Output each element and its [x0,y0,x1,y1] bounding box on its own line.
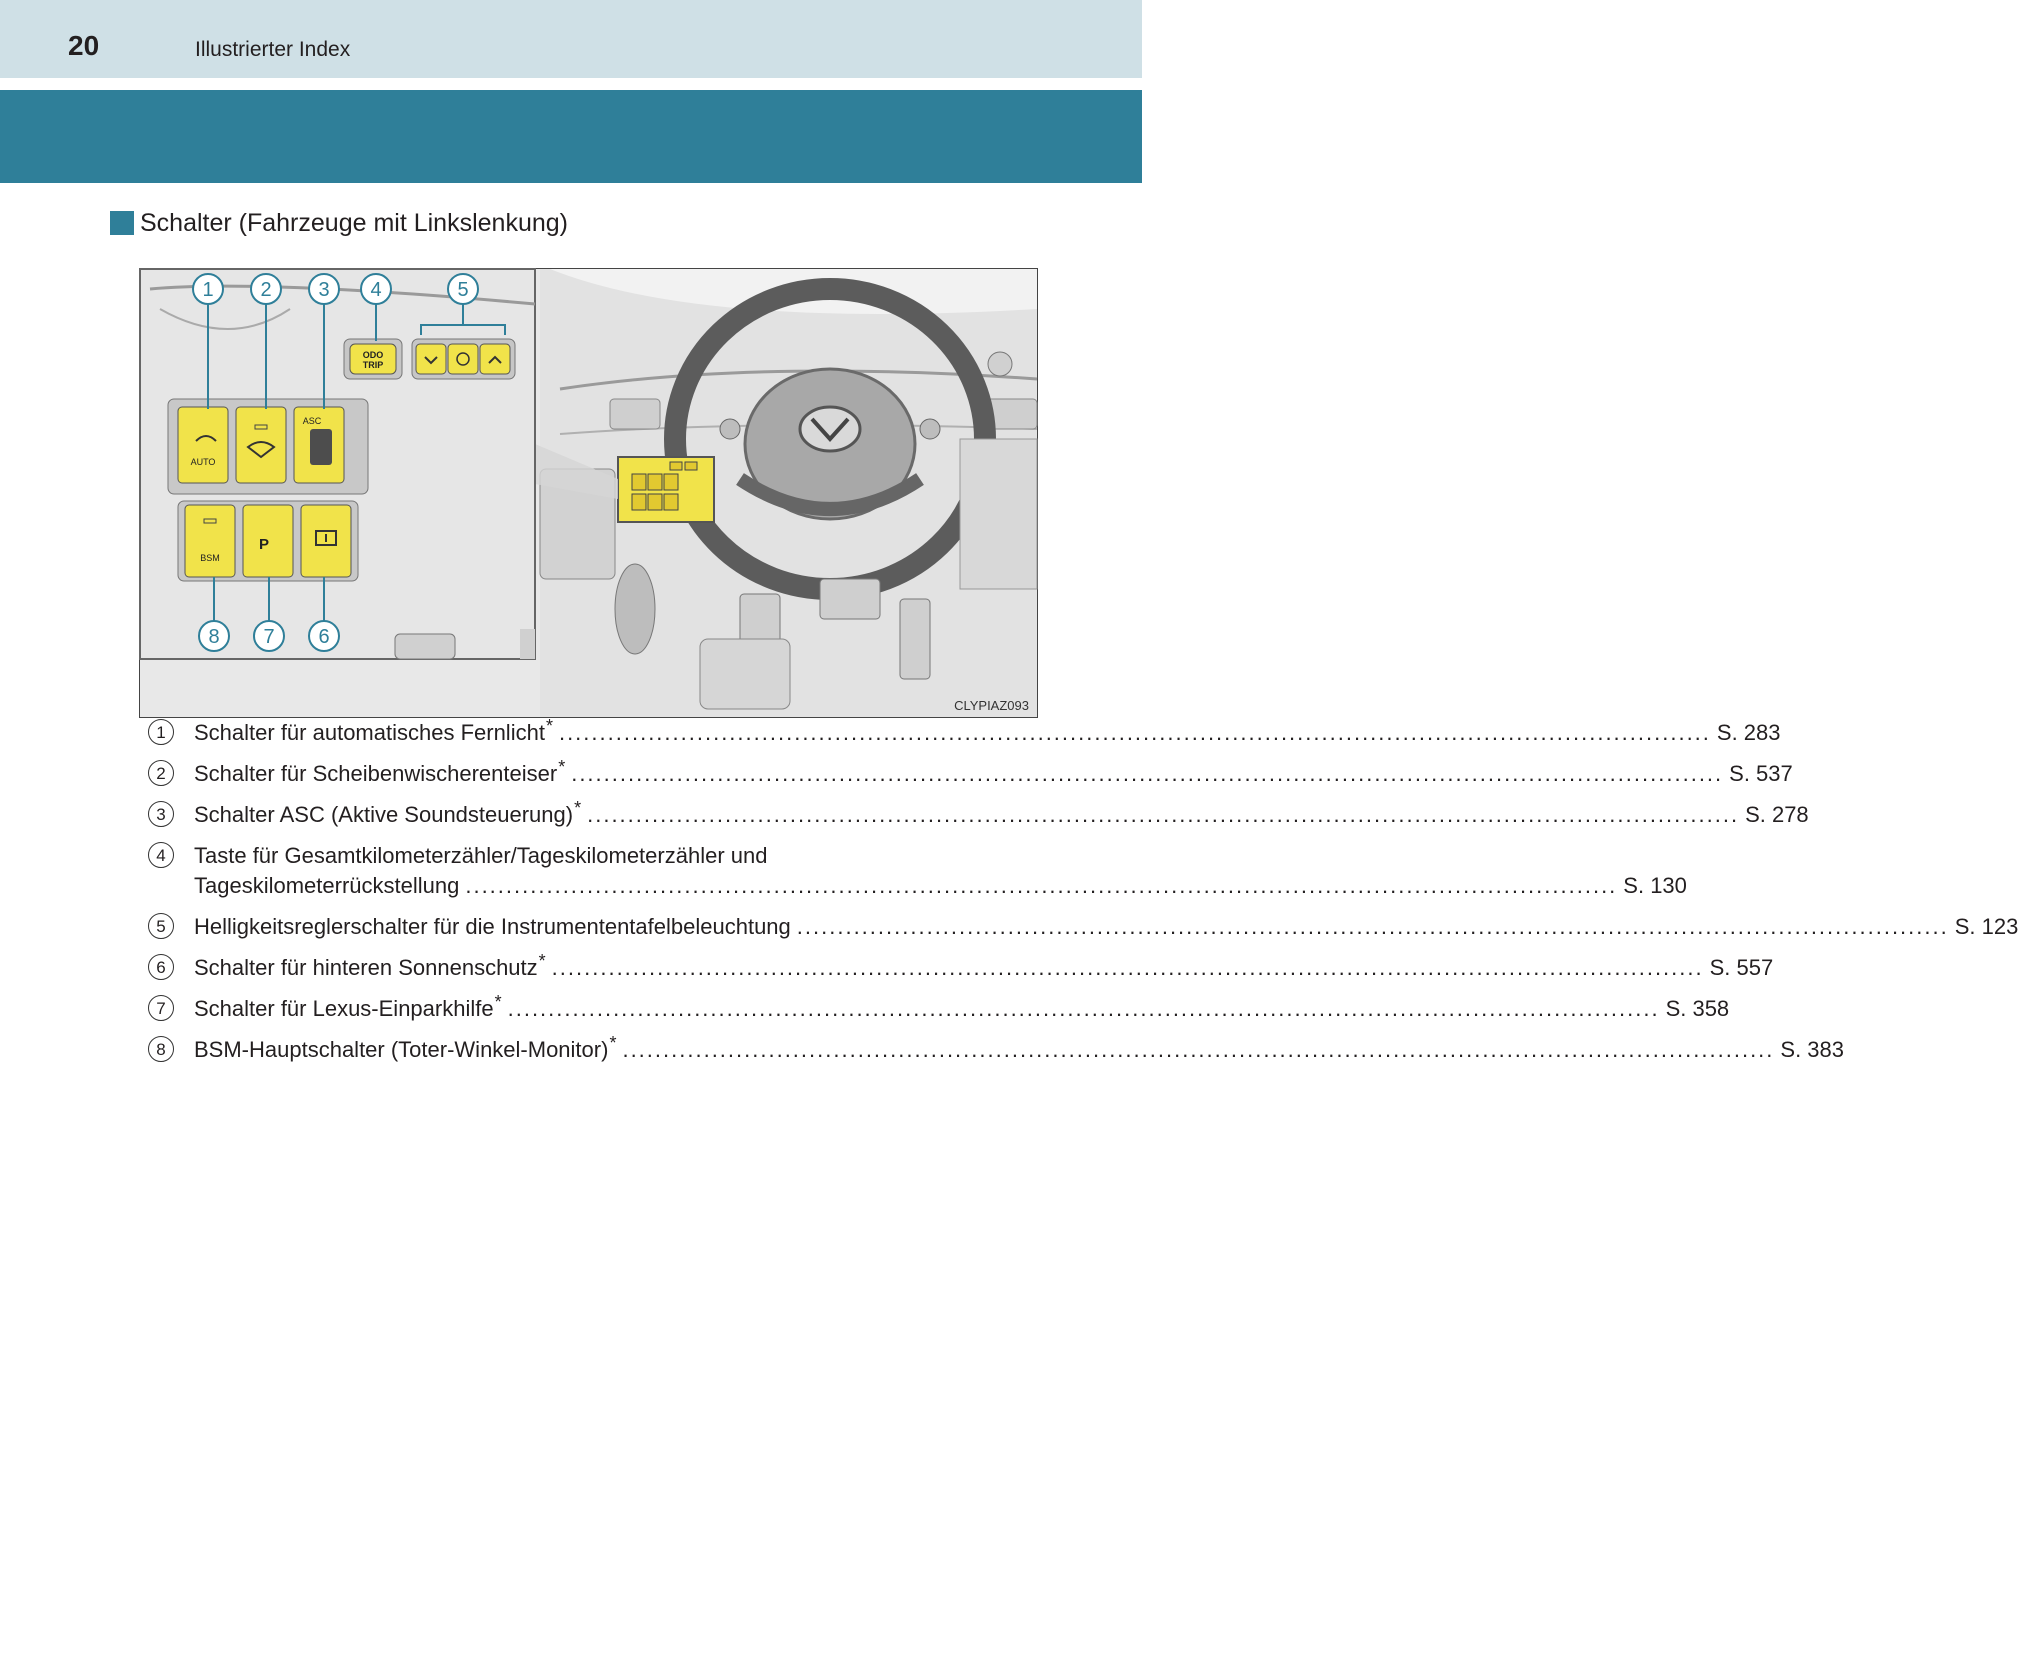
switch-index-list [148,715,2018,1076]
page-reference: S. 358 [1665,996,1730,1021]
leader-dots [465,871,1617,901]
leader-dots [571,759,1723,789]
leader-dots [587,800,1739,830]
leader-dots [622,1035,1774,1065]
asterisk-icon: * [574,797,582,818]
item-number: 8 [148,1036,174,1062]
callout-2: 2 [260,279,272,301]
page-reference: S. 283 [1716,720,1781,745]
item-number: 6 [148,954,174,980]
page-reference: S. 383 [1780,1037,1845,1062]
list-item [148,841,1687,901]
callout-5: 5 [457,279,469,301]
auto-label: AUTO [190,457,216,467]
page-number: 20 [68,30,100,61]
page-reference: S. 537 [1729,761,1793,786]
item-number: 4 [148,842,174,868]
page-reference: S. 557 [1709,955,1774,980]
item-text: Schalter für Scheibenwischerenteiser* [194,756,566,786]
item-text: Helligkeitsreglerschalter für die Instrumententafelbeleuchtung [194,914,791,939]
leader-dots [552,953,1704,983]
list-item [148,715,1781,748]
leader-dots [797,912,1949,942]
page-reference: S. 123 [1954,914,2018,939]
callout-8: 8 [208,626,220,648]
item-number: 3 [148,801,174,827]
callout-1: 1 [202,279,214,301]
callout-7: 7 [263,626,275,648]
leader-dots [508,994,1660,1024]
callout-4: 4 [370,279,382,301]
callout-3: 3 [318,279,330,301]
asterisk-icon: * [494,991,502,1012]
switch-illustration [139,268,1038,718]
item-text: Schalter ASC (Aktive Soundsteuerung)* [194,797,582,827]
odo-label: ODO [362,350,384,360]
list-item [148,912,2018,942]
item-text: Schalter für hinteren Sonnenschutz* [194,950,546,980]
leader-dots [559,718,1711,748]
asterisk-icon: * [538,950,546,971]
item-text: BSM-Hauptschalter (Toter-Winkel-Monitor)* [194,1032,617,1062]
figure-code: CLYPIAZ093 [954,698,1029,713]
page-reference: S. 278 [1745,802,1809,827]
list-item [148,950,1774,983]
item-text: Taste für Gesamtkilometerzähler/Tageskilometerzähler und [194,843,768,868]
section-heading [110,208,568,238]
asterisk-icon: * [609,1032,617,1053]
header-band [0,0,1142,78]
asterisk-icon: * [545,715,553,736]
list-item [148,756,1793,789]
list-item [148,991,1730,1024]
chapter-band [0,90,1142,183]
item-text: Schalter für automatisches Fernlicht* [194,715,553,745]
list-item [148,1032,1845,1065]
item-text-continued: Tageskilometerrückstellung [194,873,460,898]
item-number: 1 [148,719,174,745]
section-title: Schalter (Fahrzeuge mit Linkslenkung) [140,208,568,237]
illustration-svg [140,269,1037,717]
item-number: 5 [148,913,174,939]
callout-6: 6 [318,626,330,648]
asterisk-icon: * [558,756,566,777]
heading-square-icon [110,211,134,235]
trip-label: TRIP [362,360,384,370]
asc-label: ASC [302,416,322,426]
item-text: Schalter für Lexus-Einparkhilfe* [194,991,502,1021]
item-number: 7 [148,995,174,1021]
item-number: 2 [148,760,174,786]
running-title: Illustrierter Index [195,38,351,61]
bsm-label: BSM [200,553,220,563]
page-reference: S. 130 [1623,873,1687,898]
list-item [148,797,1809,830]
park-label: P [258,536,270,553]
